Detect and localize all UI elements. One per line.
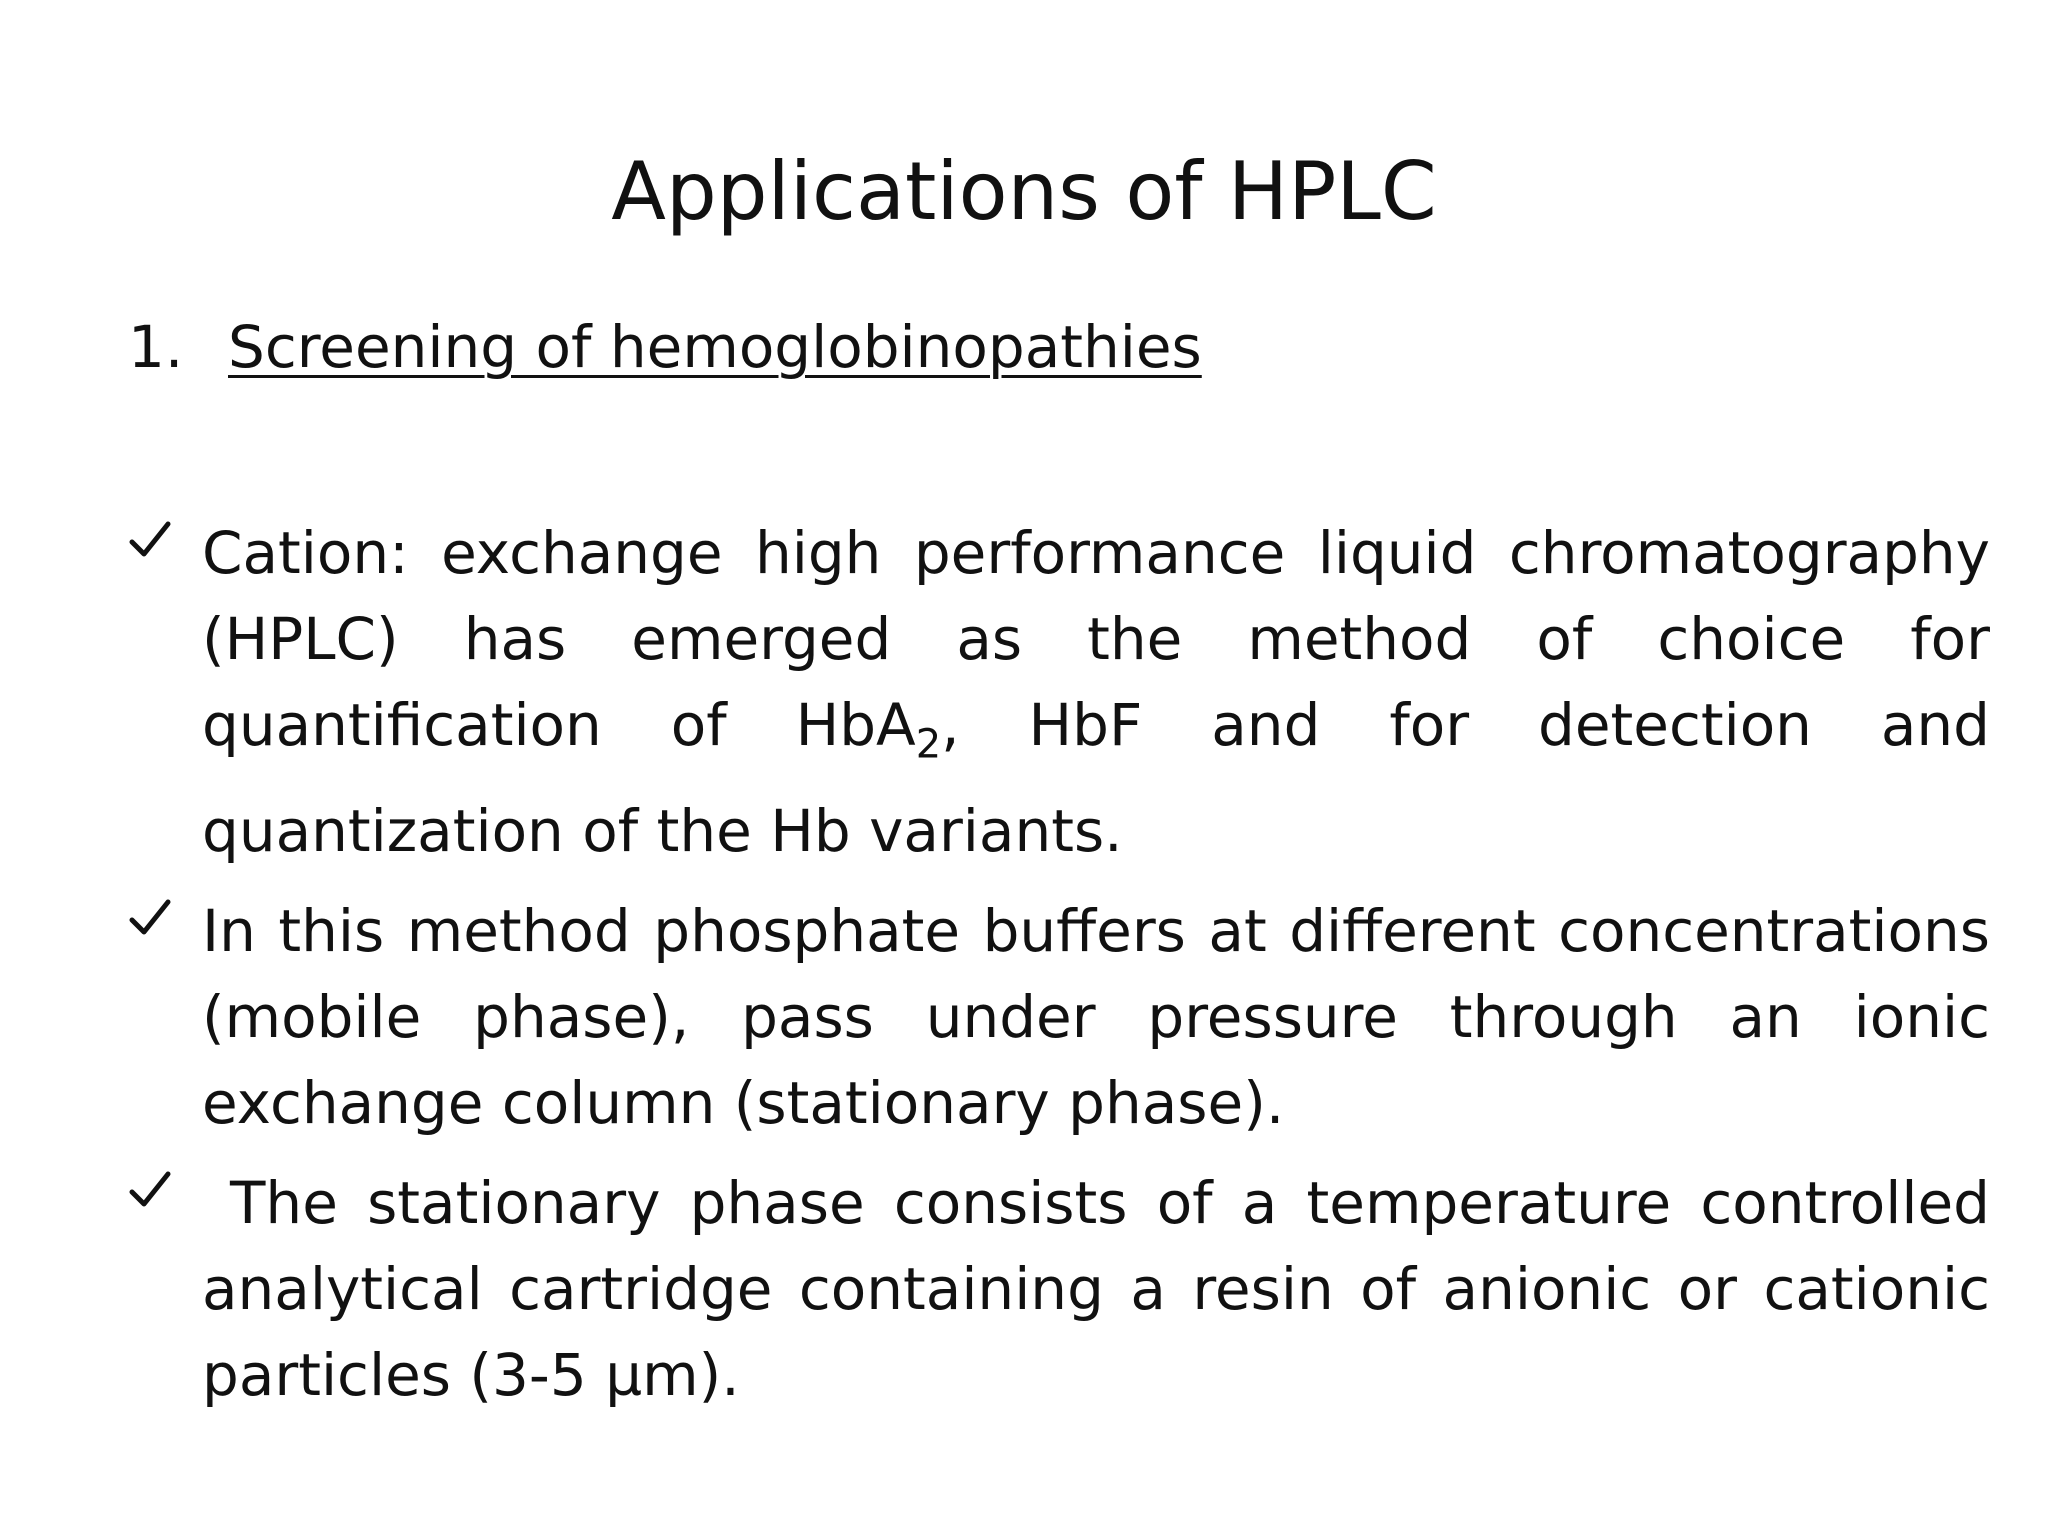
bullet-text (202, 519, 1990, 865)
bullet-text-part: Cation: exchange high performance liquid chromatography (HPLC) has emerged as the method of choice for quantification of HbA (202, 519, 1990, 759)
bullet-text-part: , HbF and for detection and quantization of the Hb variants. (202, 691, 1991, 865)
bullet-list (128, 510, 1990, 1432)
check-icon (128, 1168, 172, 1212)
check-icon (128, 896, 172, 940)
slide-title: Applications of HPLC (611, 145, 1437, 238)
bullet-text: In this method phosphate buffers at different concentrations (mobile phase), pass under pressure through an ionic exchange column (stationary phase). (202, 896, 1990, 1137)
bullet-item (128, 510, 1990, 874)
check-icon (128, 518, 172, 562)
section-heading (128, 312, 1202, 382)
bullet-text: The stationary phase consists of a temperature controlled analytical cartridge containing a resin of anionic or cationic particles (3-5 µm). (202, 1168, 1990, 1409)
subscript: 2 (915, 721, 942, 768)
section-number: 1. (128, 313, 184, 381)
bullet-item (128, 888, 1990, 1146)
bullet-item (128, 1160, 1990, 1418)
section-heading-text: Screening of hemoglobinopathies (228, 313, 1202, 381)
